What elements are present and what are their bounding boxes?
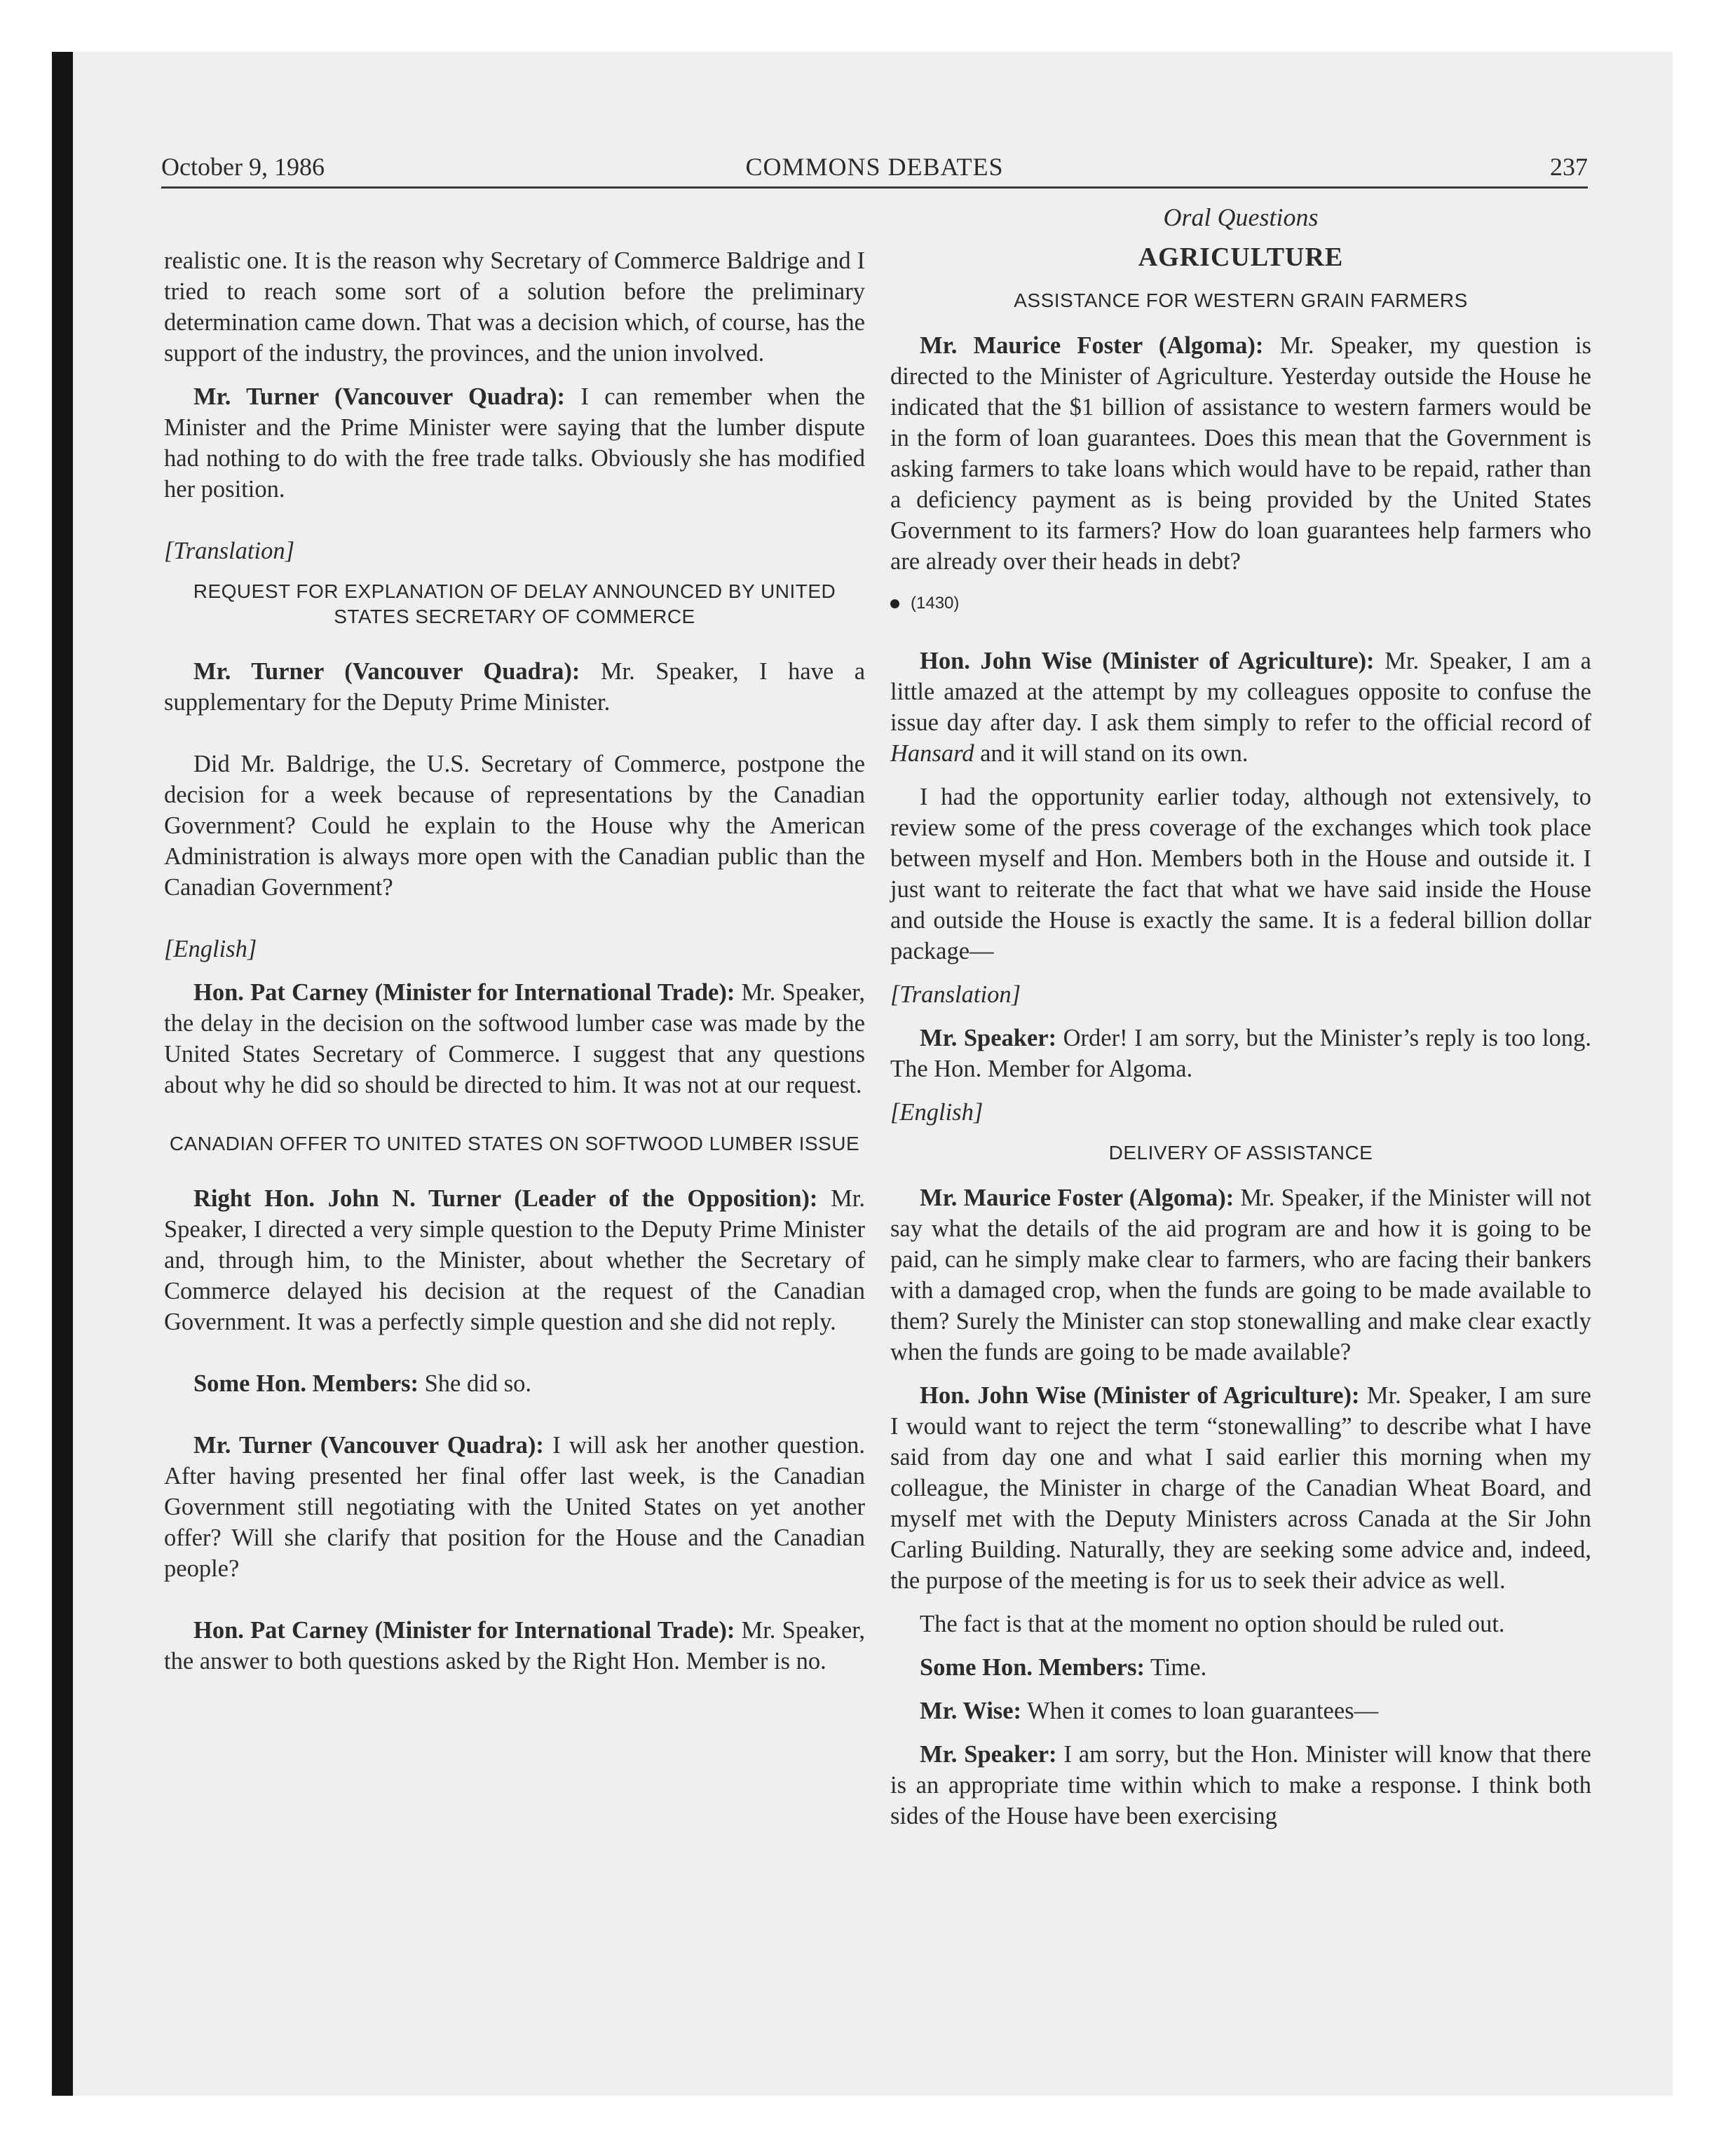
speaker-name: Hon. Pat Carney (Minister for International Trade): <box>193 979 735 1006</box>
language-label: [Translation] <box>164 538 294 564</box>
language-label: [English] <box>890 1099 984 1126</box>
speaker-name: Some Hon. Members: <box>920 1654 1145 1681</box>
header-page-number: 237 <box>1550 153 1588 181</box>
speech: Hon. John Wise (Minister of Agriculture): Mr. Speaker, I am sure I would want to reject the term “stonewalling” to describe what I have said from day one and what I said earlier this morning when my colleague, the Minister in charge of the Canadian Wheat Board, and myself met with the Deputy Ministers across Canada at the Sir John Carling Building. Naturally, they are seeking some advice and, indeed, the purpose of the meeting is for us to seek their advice as well. <box>890 1382 1591 1594</box>
speech: Mr. Speaker: Order! I am sorry, but the Minister’s reply is too long. The Hon. Member for Algoma. <box>890 1025 1591 1082</box>
speaker-name: Mr. Turner (Vancouver Quadra): <box>193 1432 544 1459</box>
header-publication: COMMONS DEBATES <box>745 153 1004 181</box>
paragraph: realistic one. It is the reason why Secretary of Commerce Baldrige and I tried to reach some sort of a solution before the preliminary determination came down. That was a decision which, of course, has the support of the industry, the provinces, and the union involved. <box>164 247 865 367</box>
paragraph: The fact is that at the moment no option should be ruled out. <box>920 1611 1505 1637</box>
speaker-name: Hon. John Wise (Minister of Agriculture): <box>920 1382 1360 1409</box>
running-head <box>161 147 1588 189</box>
speaker-name: Mr. Maurice Foster (Algoma): <box>920 1185 1234 1211</box>
speech: Mr. Turner (Vancouver Quadra): Mr. Speaker, I have a supplementary for the Deputy Prime Minister. <box>164 658 866 716</box>
speaker-name: Mr. Speaker: <box>920 1025 1057 1051</box>
speaker-name: Hon. John Wise (Minister of Agriculture): <box>920 648 1375 674</box>
speaker-name: Mr. Turner (Vancouver Quadra): <box>193 383 566 410</box>
speaker-name: Mr. Speaker: <box>920 1741 1057 1768</box>
paragraph: Did Mr. Baldrige, the U.S. Secretary of Commerce, postpone the decision for a week because of representations by the Canadian Government? Could he explain to the House why the American Administration is always more open with the Canadian public than the Canadian Government? <box>164 751 865 901</box>
speech: Right Hon. John N. Turner (Leader of the Opposition): Mr. Speaker, I directed a very simple question to the Deputy Prime Minister and, through him, to the Minister, about whether the Secretary of Commerce delayed his decision at the request of the Canadian Government. It was a perfectly simple question and she did not reply. <box>164 1185 866 1335</box>
speech: Some Hon. Members: Time. <box>920 1654 1207 1681</box>
binding-edge <box>52 52 73 2096</box>
speech: Hon. Pat Carney (Minister for International Trade): Mr. Speaker, the delay in the decision on the softwood lumber case was made by the United States Secretary of Commerce. I suggest that any questions about why he did so should be directed to him. It was not at our request. <box>164 979 865 1098</box>
section-title: Oral Questions <box>1163 203 1319 231</box>
speaker-name: Hon. Pat Carney (Minister for International Trade): <box>193 1617 735 1644</box>
speech: Hon. Pat Carney (Minister for International Trade): Mr. Speaker, the answer to both questions asked by the Right Hon. Member is no. <box>164 1617 865 1674</box>
right-column <box>890 200 1591 1844</box>
speech: Mr. Wise: When it comes to loan guarantees— <box>920 1698 1379 1724</box>
speech: Hon. John Wise (Minister of Agriculture): Mr. Speaker, I am a little amazed at the attempt by my colleagues opposite to confuse the issue day after day. I ask them simply to refer to the official record of Hansard and it will stand on its own. <box>890 648 1591 767</box>
section-heading: AGRICULTURE <box>1138 243 1344 272</box>
left-column <box>164 245 865 1707</box>
language-label: [Translation] <box>890 981 1021 1008</box>
speech: Mr. Turner (Vancouver Quadra): I will ask her another question. After having presented her final offer last week, is the Canadian Government still negotiating with the United States on yet another offer? Will she clarify that position for the House and the Canadian people? <box>164 1432 866 1582</box>
subheading: REQUEST FOR EXPLANATION OF DELAY ANNOUNCED BY UNITED STATES SECRETARY OF COMMERCE <box>193 580 836 627</box>
speaker-name: Some Hon. Members: <box>193 1370 419 1397</box>
speaker-name: Mr. Turner (Vancouver Quadra): <box>193 658 580 685</box>
language-label: [English] <box>164 936 257 962</box>
speech: Mr. Turner (Vancouver Quadra): I can remember when the Minister and the Prime Minister were saying that the lumber dispute had nothing to do with the free trade talks. Obviously she has modified her position. <box>164 383 865 503</box>
subheading: CANADIAN OFFER TO UNITED STATES ON SOFTWOOD LUMBER ISSUE <box>169 1133 860 1154</box>
speaker-name: Mr. Maurice Foster (Algoma): <box>920 332 1264 359</box>
header-date: October 9, 1986 <box>161 153 325 181</box>
speaker-name: Mr. Wise: <box>920 1698 1022 1724</box>
speech: Mr. Speaker: I am sorry, but the Hon. Minister will know that there is an appropriate time within which to make a response. I think both sides of the House have been exercising <box>890 1741 1591 1829</box>
paragraph: I had the opportunity earlier today, although not extensively, to review some of the press coverage of the exchanges which took place between myself and Hon. Members both in the House and outside it. I just want to reiterate the fact that what we have said inside the House and outside the House is exactly the same. It is a federal billion dollar package— <box>890 784 1591 964</box>
speech: Mr. Maurice Foster (Algoma): Mr. Speaker, if the Minister will not say what the details of the aid program are and how it is going to be paid, can he simply make clear to farmers, who are facing their bankers with a damaged crop, when the funds are going to be made available to them? Surely the Minister can stop stonewalling and make clear exactly when the funds are going to be made available? <box>890 1185 1591 1365</box>
timestamp: (1430) <box>890 589 1591 618</box>
speaker-name: Right Hon. John N. Turner (Leader of the Opposition): <box>193 1185 818 1212</box>
subheading: ASSISTANCE FOR WESTERN GRAIN FARMERS <box>1014 289 1468 311</box>
bullet-icon <box>890 599 899 608</box>
speech: Some Hon. Members: She did so. <box>193 1370 531 1397</box>
speech: Mr. Maurice Foster (Algoma): Mr. Speaker, my question is directed to the Minister of Agriculture. Yesterday outside the House he indicated that the $1 billion of assistance to western farmers would be in the form of loan guarantees. Does this mean that the Government is asking farmers to take loans which would have to be repaid, rather than a deficiency payment as is being provided by the United States Government to its farmers? How do loan guarantees help farmers who are already over their heads in debt? <box>890 332 1591 575</box>
subheading: DELIVERY OF ASSISTANCE <box>1108 1142 1373 1164</box>
